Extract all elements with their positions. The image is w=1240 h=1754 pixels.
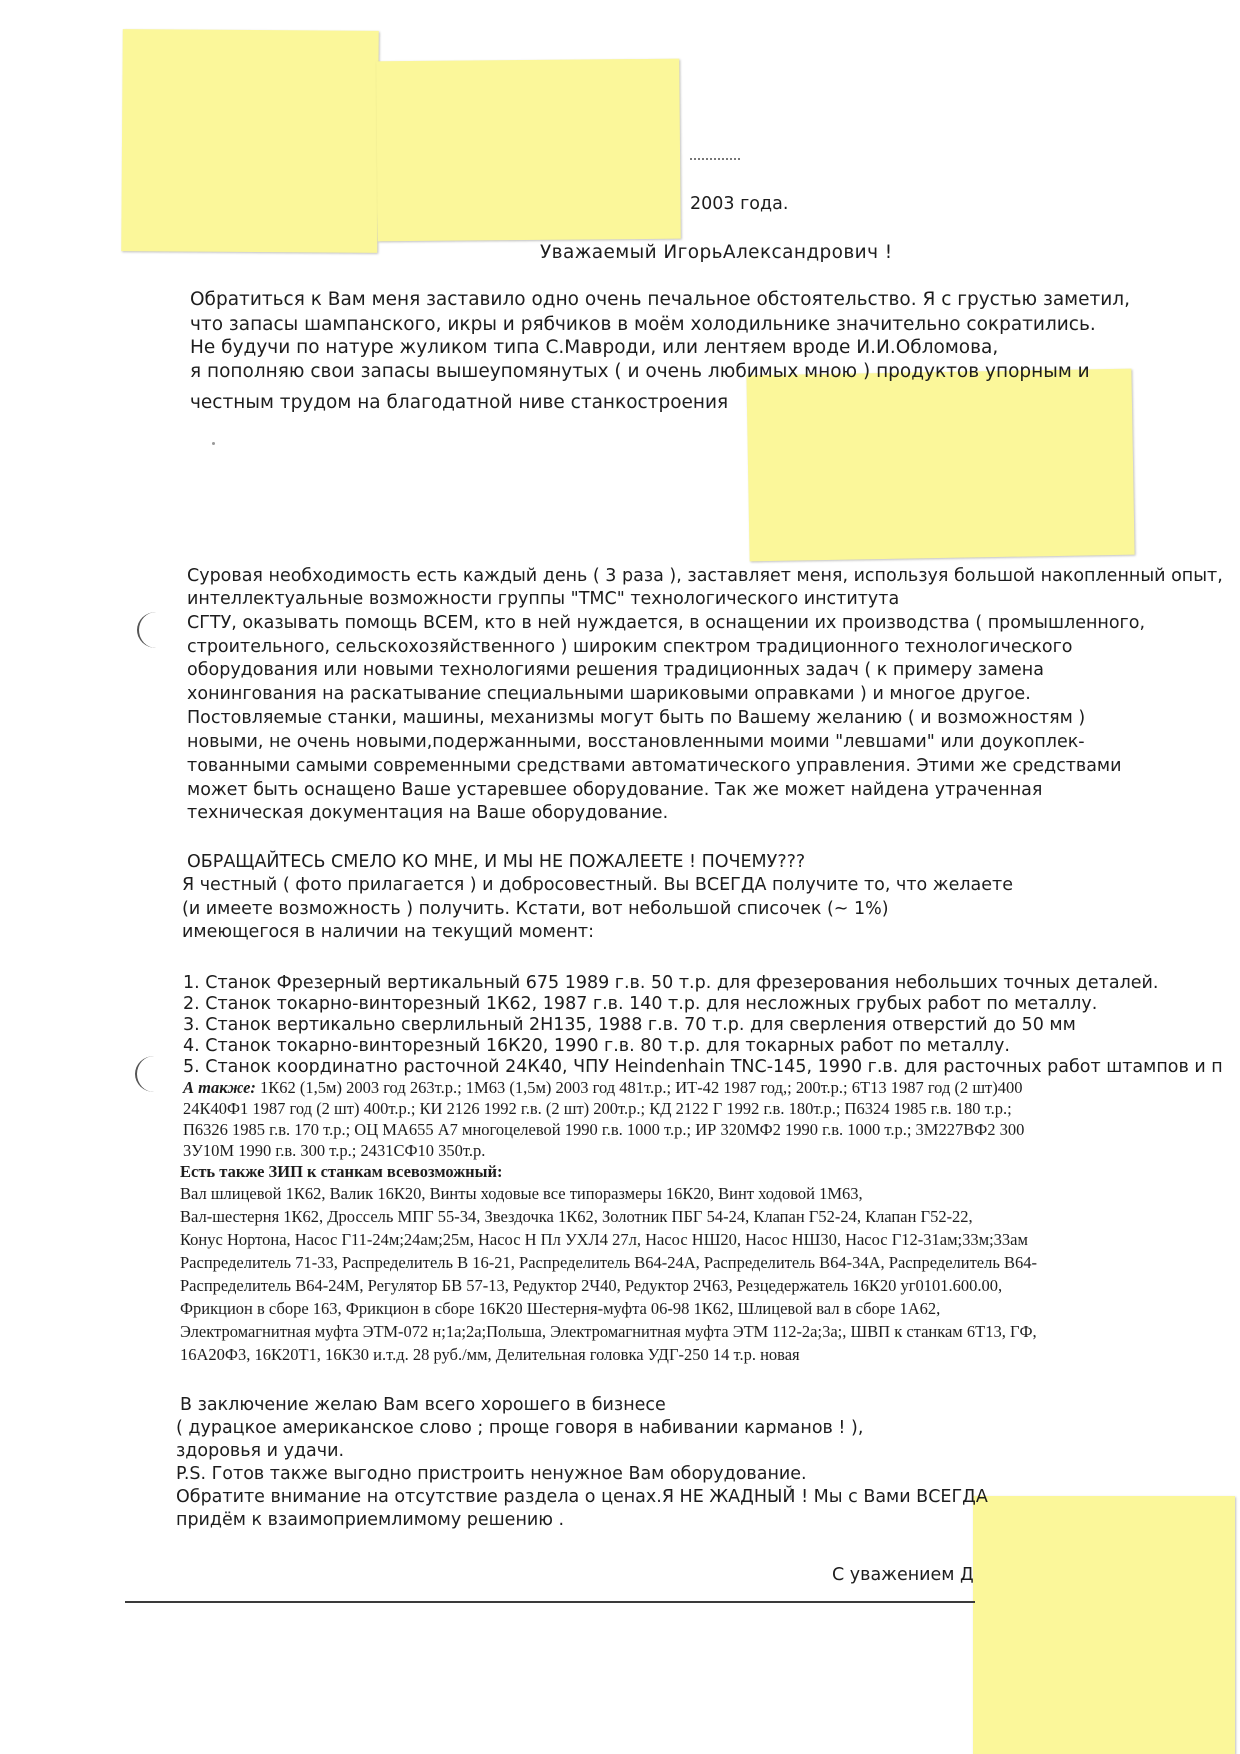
parts-line: Фрикцион в сборе 163, Фрикцион в сборе 16К20 Шестерня-муфта 06-98 1К62, Шлицевой вал в сборе 1А62, xyxy=(180,1299,941,1318)
also-line: 3У10М 1990 г.в. 300 т.р.; 2431СФ10 350т.р. xyxy=(183,1141,486,1160)
punch-hole-mark-top xyxy=(137,612,175,648)
closing-line: ( дурацкое американское слово ; проще говоря в набивании карманов ! ), xyxy=(176,1418,864,1438)
parts-line: Распределитель В64-24М, Регулятор БВ 57-13, Редуктор 2Ч40, Редуктор 2Ч63, Резцедержатель 16К20 уг0101.600.00, xyxy=(180,1276,1003,1295)
intro-line: честным трудом на благодатной ниве станкостроения xyxy=(190,392,729,413)
intro-line: Обратиться к Вам меня заставило одно очень печальное обстоятельство. Я с грустью заметил, xyxy=(190,289,1131,310)
body-line: Постовляемые станки, машины, механизмы могут быть по Вашему желанию ( и возможностям ) xyxy=(187,708,1086,728)
body-line: тованными самыми современными средствами автоматического управления. Этими же средствами xyxy=(187,756,1122,776)
parts-line: Распределитель 71-33, Распределитель В 16-21, Распределитель В64-24А, Распределитель В64-34А, Распределитель В64- xyxy=(180,1253,1038,1272)
body-line: интеллектуальные возможности группы "ТМС" технологического института xyxy=(187,589,900,609)
parts-line: Вал-шестерня 1К62, Дроссель МПГ 55-34, Звездочка 1К62, Золотник ПБГ 54-24, Клапан Г52-24, Клапан Г52-22, xyxy=(180,1207,973,1226)
intro-line: Не будучи по натуре жуликом типа С.Мавроди, или лентяем вроде И.И.Обломова, xyxy=(190,337,999,358)
closing-line: P.S. Готов также выгодно пристроить ненужное Вам оборудование. xyxy=(176,1464,807,1484)
appeal-line: имеющегося в наличии на текущий момент: xyxy=(182,922,595,942)
also-line xyxy=(183,1078,1023,1098)
parts-heading xyxy=(180,1162,503,1182)
body-line: строительного, сельскохозяйственного ) широким спектром традиционного технологического xyxy=(187,637,1073,657)
bottom-divider xyxy=(125,1601,975,1603)
body-line: техническая документация на Ваше оборудование. xyxy=(187,803,669,823)
parts-line: Электромагнитная муфта ЭТМ-072 н;1а;2а;Польша, Электромагнитная муфта ЭТМ 112-2а;3а;, ШВП к станкам 6Т13, ГФ, xyxy=(180,1322,1037,1341)
also-label: А также: xyxy=(183,1078,256,1097)
letter-date: 2003 года. xyxy=(690,194,789,214)
list-item: 2. Станок токарно-винторезный 1К62, 1987 г.в. 140 т.р. для несложных грубых работ по металлу. xyxy=(183,994,1098,1014)
body-line: хонингования на раскатывание специальными шариковыми оправками ) и многое другое. xyxy=(187,684,1031,704)
body-line: оборудования или новыми технологиями решения традиционных задач ( к примеру замена xyxy=(187,660,1044,680)
appeal-line: Я честный ( фото прилагается ) и добросовестный. Вы ВСЕГДА получите то, что желаете xyxy=(182,875,1013,895)
also-text: 1К62 (1,5м) 2003 год 263т.р.; 1М63 (1,5м) 2003 год 481т.р.; ИТ-42 1987 год,; 200т.р.; 6Т13 1987 год (2 шт)400 xyxy=(255,1078,1023,1097)
appeal-line: (и имеете возможность ) получить. Кстати, вот небольшой списочек (~ 1%) xyxy=(182,899,889,919)
body-line: Суровая необходимость есть каждый день ( 3 раза ), заставляет меня, используя большой накопленный опыт, xyxy=(187,566,1223,586)
body-line: СГТУ, оказывать помощь ВСЕМ, кто в ней нуждается, в оснащении их производства ( промышленного, xyxy=(187,613,1146,633)
intro-line: я пополняю свои запасы вышеупомянутых ( и очень любимых мною ) продуктов упорным и xyxy=(190,361,1090,382)
punch-hole-mark-bottom xyxy=(135,1056,173,1092)
parts-line: Конус Нортона, Насос Г11-24м;24ам;25м, Насос Н Пл УХЛ4 27л, Насос НШ20, Насос НШ30, Насос Г12-31ам;33м;33ам xyxy=(180,1230,1028,1249)
redaction-sticker-signature xyxy=(973,1496,1235,1754)
also-line: П6326 1985 г.в. 170 т.р.; ОЦ МА655 А7 многоцелевой 1990 г.в. 1000 т.р.; ИР 320МФ2 1990 г.в. 1000 т.р.; 3М227ВФ2 300 xyxy=(183,1120,1025,1139)
intro-line: что запасы шампанского, икры и рябчиков в моём холодильнике значительно сократились. xyxy=(190,314,1096,335)
list-item: 1. Станок Фрезерный вертикальный 675 1989 г.в. 50 т.р. для фрезерования небольших точных деталей. xyxy=(183,973,1159,993)
signature-line: С уважением Д xyxy=(832,1565,974,1585)
list-item: 5. Станок координатно расточной 24К40, ЧПУ Heindenhain TNC-145, 1990 г.в. для расточных работ штампов и п xyxy=(183,1057,1223,1077)
body-line: новыми, не очень новыми,подержанными, восстановленными моими "левшами" или доукоплек- xyxy=(187,732,1085,752)
also-line: 24К40Ф1 1987 год (2 шт) 400т.р.; КИ 2126 1992 г.в. (2 шт) 200т.р.; КД 2122 Г 1992 г.в. 180т.р.; П6324 1985 г.в. 180 т.р.; xyxy=(183,1099,1012,1118)
closing-line: Обратите внимание на отсутствие раздела о ценах.Я НЕ ЖАДНЫЙ ! Мы с Вами ВСЕГДА xyxy=(176,1487,988,1507)
parts-line: 16А20Ф3, 16К20Т1, 16К30 и.т.д. 28 руб./мм, Делительная головка УДГ-250 14 т.р. новая xyxy=(180,1345,800,1364)
scan-speck xyxy=(212,442,215,445)
redaction-sticker-header-left xyxy=(121,29,379,253)
body-line: может быть оснащено Ваше устаревшее оборудование. Так же может найдена утраченная xyxy=(187,780,1043,800)
redaction-sticker-middle xyxy=(746,369,1134,562)
list-item: 3. Станок вертикально сверлильный 2Н135, 1988 г.в. 70 т.р. для сверления отверстий до 50 мм xyxy=(183,1015,1076,1035)
redaction-sticker-header-right xyxy=(376,59,681,242)
appeal-line: ОБРАЩАЙТЕСЬ СМЕЛО КО МНЕ, И МЫ НЕ ПОЖАЛЕЕТЕ ! ПОЧЕМУ??? xyxy=(187,852,806,872)
closing-line: здоровья и удачи. xyxy=(176,1441,345,1461)
closing-line: В заключение желаю Вам всего хорошего в бизнесе xyxy=(180,1395,666,1415)
parts-label: Есть также ЗИП к станкам всевозможный: xyxy=(180,1162,503,1181)
list-item: 4. Станок токарно-винторезный 16К20, 1990 г.в. 80 т.р. для токарных работ по металлу. xyxy=(183,1036,1010,1056)
scan-mark xyxy=(690,158,740,163)
closing-line: придём к взаимоприемлимому решению . xyxy=(176,1510,565,1530)
parts-line: Вал шлицевой 1К62, Валик 16К20, Винты ходовые все типоразмеры 16К20, Винт ходовой 1М63, xyxy=(180,1184,863,1203)
letter-salutation: Уважаемый ИгорьАлександрович ! xyxy=(540,242,893,263)
